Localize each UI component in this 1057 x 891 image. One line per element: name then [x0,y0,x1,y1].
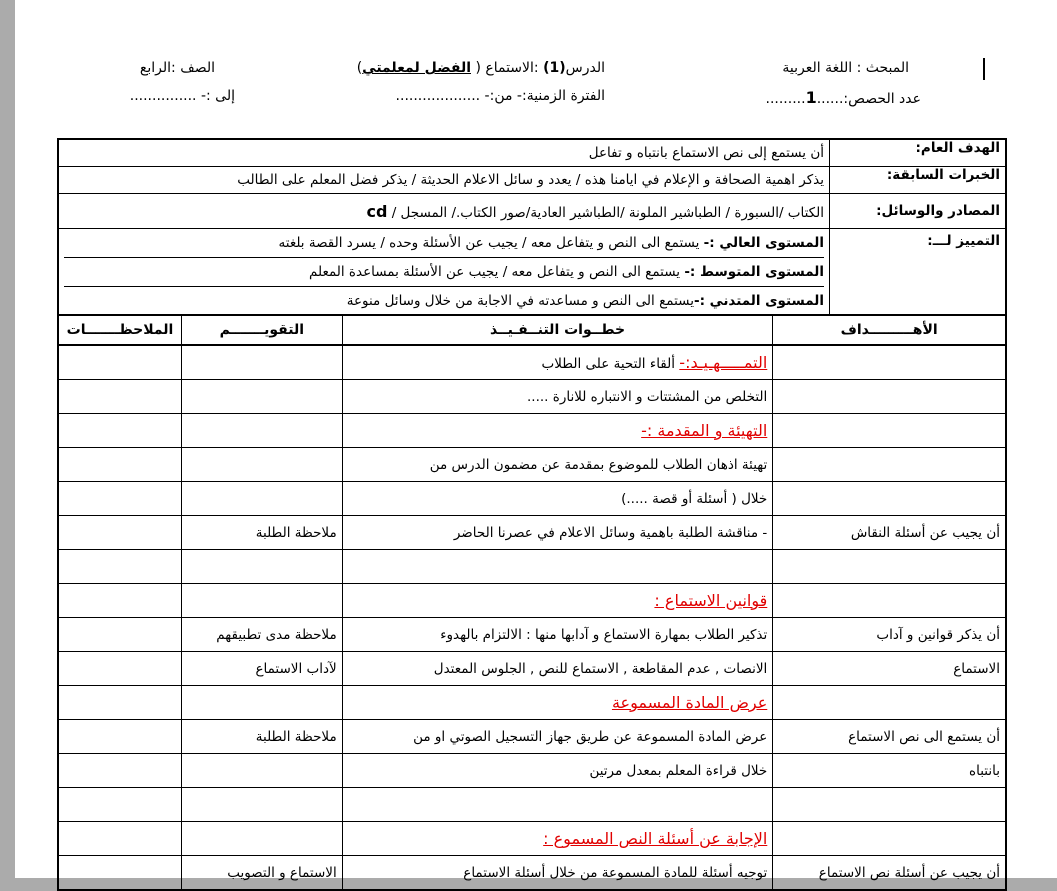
resources-value [58,194,830,229]
lesson-name: الفضل لمعلمتي [362,60,471,76]
step-cell [342,754,773,788]
notes-cell [58,345,181,380]
goal-cell [773,380,1006,414]
evaluation-cell [181,584,342,618]
sessions-number: 1 [805,88,817,107]
goal-cell [773,788,1006,822]
sessions-label [766,88,922,107]
step-cell [342,584,773,618]
goal-cell: أن يذكر قوانين و آداب [773,618,1006,652]
sessions-dots: ......... [765,91,806,107]
resources-cd: cd [366,201,388,221]
lesson-title [357,60,605,76]
step-cell [342,414,773,448]
resources-label: المصادر والوسائل: [830,194,1007,229]
evaluation-cell [181,686,342,720]
table-row [58,822,1006,856]
notes-cell [58,788,181,822]
notes-cell [58,652,181,686]
step-cell [342,856,773,891]
goal-cell: أن يجيب عن أسئلة نص الاستماع [773,856,1006,891]
step-cell [342,448,773,482]
section-title: قوانين الاستماع : [654,591,768,610]
goal-cell [773,550,1006,584]
table-row [58,550,1006,584]
plan-body [58,345,1006,890]
table-row [58,448,1006,482]
lesson-prefix: الدرس [565,60,605,76]
level-medium-text: يستمع الى النص و يتفاعل معه / يجيب عن الأسئلة بمساعدة المعلم [309,264,685,280]
evaluation-cell [181,448,342,482]
subject-label: المبحث : اللغة العربية [782,60,909,76]
evaluation-cell [181,380,342,414]
notes-cell [58,550,181,584]
step-text: تهيئة اذهان الطلاب للموضوع بمقدمة عن مضمون الدرس من [429,456,768,473]
step-cell [342,516,773,550]
general-goal-value: أن يستمع إلى نص الاستماع بانتباه و تفاعل [58,139,830,167]
notes-header: الملاحظـــــــات [58,315,181,345]
resources-row [58,194,1006,229]
step-cell [342,482,773,516]
step-cell [342,652,773,686]
evaluation-cell: ملاحظة الطلبة [181,516,342,550]
goal-cell: بانتباه [773,754,1006,788]
evaluation-cell [181,822,342,856]
table-row [58,414,1006,448]
section-title: التمـــــهـيـد:- [679,353,768,372]
general-goal-label: الهدف العام: [830,139,1007,167]
step-cell [342,822,773,856]
step-cell [342,788,773,822]
table-row [58,652,1006,686]
step-cell [342,686,773,720]
differentiation-row [58,229,1006,317]
goal-cell: أن يجيب عن أسئلة النقاش [773,516,1006,550]
goal-cell [773,686,1006,720]
evaluation-cell [181,550,342,584]
evaluation-cell [181,345,342,380]
goal-cell: أن يستمع الى نص الاستماع [773,720,1006,754]
step-text: التخلص من المشتتات و الانتباره للانارة ..... [527,388,768,405]
general-goal-row [58,139,1006,167]
evaluation-cell: ملاحظة الطلبة [181,720,342,754]
section-title: التهيئة و المقدمة :- [641,421,768,440]
evaluation-cell [181,482,342,516]
evaluation-cell [181,754,342,788]
step-cell [342,380,773,414]
to-label: إلى :- ............... [129,88,235,104]
goal-cell [773,584,1006,618]
step-text: - مناقشة الطلبة باهمية وسائل الاعلام في عصرنا الحاضر [453,524,768,541]
notes-cell [58,720,181,754]
text-cursor-mark [983,58,985,80]
evaluation-cell [181,788,342,822]
prior-knowledge-row [58,167,1006,194]
table-row [58,788,1006,822]
lesson-number: (1) [543,60,566,76]
notes-cell [58,822,181,856]
sessions-text: عدد الحصص:...... [816,91,921,107]
prior-knowledge-value: يذكر اهمية الصحافة و الإعلام في ايامنا هذه / يعدد و سائل الاعلام الحديثة / يذكر فضل المعلم على الطالب [58,167,830,194]
evaluation-cell: ملاحظة مدى تطبيقهم [181,618,342,652]
notes-cell [58,482,181,516]
evaluation-cell: الاستماع و التصويب [181,856,342,891]
evaluation-cell [181,414,342,448]
section-title: الإجابة عن أسئلة النص المسموع : [543,829,768,848]
goal-cell [773,822,1006,856]
period-label: الفترة الزمنية:- من:- ................... [395,88,605,104]
step-text: خلال ( أسئلة أو قصة .....) [621,490,768,507]
goal-cell [773,414,1006,448]
goal-cell [773,448,1006,482]
step-text: ألقاء التحية على الطلاب [541,356,680,372]
goal-cell: الاستماع [773,652,1006,686]
prior-knowledge-label: الخبرات السابقة: [830,167,1007,194]
step-text: تذكير الطلاب بمهارة الاستماع و آدابها منها : الالتزام بالهدوء [440,626,768,643]
notes-cell [58,754,181,788]
notes-cell [58,380,181,414]
goal-cell [773,482,1006,516]
lesson-mid: :الاستماع ( [471,60,544,76]
level-medium [64,258,824,287]
step-cell [342,720,773,754]
level-medium-name: المستوى المتوسط :- [684,264,824,280]
table-row [58,516,1006,550]
table-row [58,584,1006,618]
notes-cell [58,618,181,652]
steps-header: خطــوات التنــفـيــذ [342,315,773,345]
notes-cell [58,516,181,550]
level-high-text: يستمع الى النص و يتفاعل معه / يجيب عن الأسئلة وحده / يسرد القصة بلغته [278,235,704,251]
step-cell [342,618,773,652]
resources-text: الكتاب /السبورة / الطباشير الملونة /الطباشير العادية/صور الكتاب./ المسجل / [391,204,824,221]
notes-cell [58,856,181,891]
table-row [58,856,1006,891]
notes-cell [58,584,181,618]
table-row [58,618,1006,652]
lesson-plan-table [57,314,1007,891]
level-low-text: يستمع الى النص و مساعدته في الاجابة من خلال وسائل منوعة [346,293,694,309]
lesson-info-table [57,138,1007,317]
evaluation-header: التقويـــــــم [181,315,342,345]
differentiation-levels [58,229,830,317]
notes-cell [58,686,181,720]
table-row [58,345,1006,380]
table-row [58,482,1006,516]
document-page [15,0,1057,881]
step-text: توجيه أسئلة للمادة المسموعة من خلال أسئلة الاستماع [463,864,768,881]
table-row [58,754,1006,788]
grade-label: الصف :الرابع [139,60,215,76]
level-low [64,287,824,315]
level-high [64,229,824,258]
lesson-close: ) [356,60,363,76]
level-low-name: المستوى المتدني :- [693,293,824,309]
goal-cell [773,345,1006,380]
notes-cell [58,448,181,482]
table-row [58,720,1006,754]
table-row [58,380,1006,414]
plan-header-row [58,315,1006,345]
step-cell [342,345,773,380]
step-text: عرض المادة المسموعة عن طريق جهاز التسجيل الصوتي او من [413,728,768,745]
level-high-name: المستوى العالي :- [703,235,824,251]
differentiation-label: التمييز لـــ: [830,229,1007,317]
notes-cell [58,414,181,448]
step-cell [342,550,773,584]
step-text: الانصات , عدم المقاطعة , الاستماع للنص , الجلوس المعتدل [433,660,768,677]
goals-header: الأهـــــــــداف [773,315,1006,345]
table-row [58,686,1006,720]
section-title: عرض المادة المسموعة [611,693,768,712]
step-text: خلال قراءة المعلم بمعدل مرتين [589,762,768,779]
evaluation-cell: لآداب الاستماع [181,652,342,686]
